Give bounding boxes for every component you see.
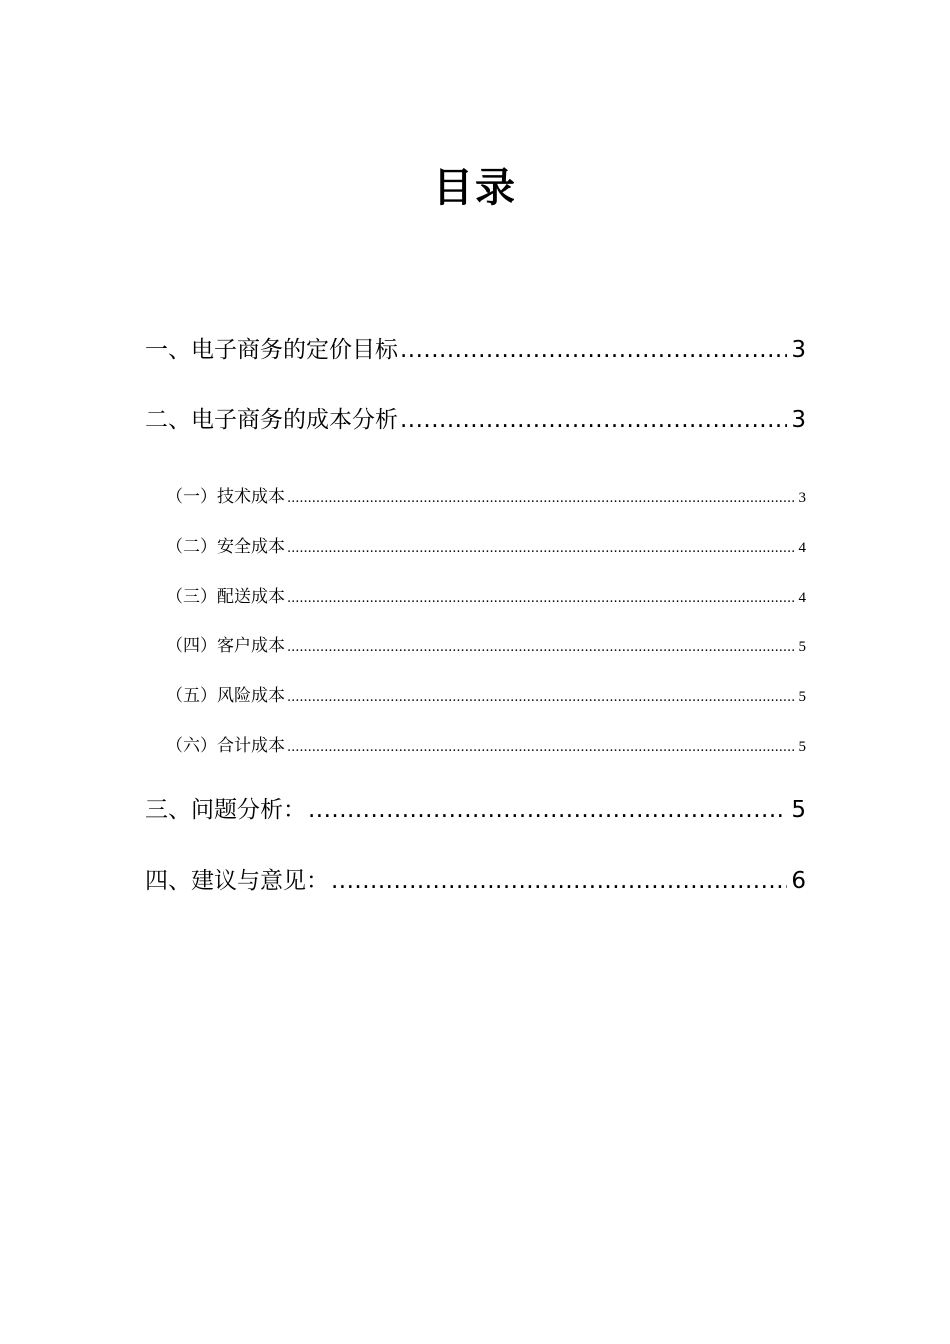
toc-dot-leader bbox=[308, 793, 787, 827]
toc-page-number: 3 bbox=[798, 490, 806, 506]
toc-dot-leader bbox=[287, 635, 795, 661]
toc-entry-problem-analysis[interactable] bbox=[145, 793, 806, 827]
toc-entry-technical-cost[interactable] bbox=[166, 484, 806, 512]
toc-entry-pricing-goals[interactable] bbox=[145, 333, 806, 367]
toc-page-number: 6 bbox=[791, 868, 806, 894]
toc-page-number: 3 bbox=[791, 337, 806, 363]
toc-entry-total-cost[interactable] bbox=[166, 733, 806, 761]
toc-entry-label: 一、电子商务的定价目标 bbox=[145, 337, 398, 363]
toc-entry-cost-analysis[interactable] bbox=[145, 403, 806, 437]
toc-dot-leader bbox=[287, 735, 795, 761]
toc-page-number: 3 bbox=[791, 407, 806, 433]
toc-dot-leader bbox=[287, 536, 795, 562]
toc-entry-delivery-cost[interactable] bbox=[166, 584, 806, 612]
toc-entry-label: （二）安全成本 bbox=[166, 537, 285, 557]
toc-page-number: 5 bbox=[798, 739, 806, 755]
toc-entry-label: 二、电子商务的成本分析 bbox=[145, 407, 398, 433]
toc-entry-label: （六）合计成本 bbox=[166, 736, 285, 756]
toc-page-number: 4 bbox=[798, 590, 806, 606]
toc-entry-label: （三）配送成本 bbox=[166, 587, 285, 607]
toc-page-number: 5 bbox=[798, 689, 806, 705]
toc-page-number: 5 bbox=[791, 797, 806, 823]
toc-dot-leader bbox=[287, 486, 795, 512]
toc-entry-label: 三、问题分析： bbox=[145, 797, 306, 823]
toc-dot-leader bbox=[400, 333, 787, 367]
toc-dot-leader bbox=[287, 685, 795, 711]
toc-page-number: 5 bbox=[798, 639, 806, 655]
toc-entry-label: （五）风险成本 bbox=[166, 686, 285, 706]
toc-entry-suggestions[interactable] bbox=[145, 864, 806, 898]
toc-entry-label: （四）客户成本 bbox=[166, 636, 285, 656]
toc-entry-label: （一）技术成本 bbox=[166, 487, 285, 507]
toc-title: 目录 bbox=[433, 165, 517, 211]
toc-dot-leader bbox=[400, 403, 787, 437]
toc-page-number: 4 bbox=[798, 540, 806, 556]
toc-entry-label: 四、建议与意见： bbox=[145, 868, 329, 894]
toc-entry-risk-cost[interactable] bbox=[166, 683, 806, 711]
toc-dot-leader bbox=[331, 864, 787, 898]
toc-entry-security-cost[interactable] bbox=[166, 534, 806, 562]
toc-entry-customer-cost[interactable] bbox=[166, 633, 806, 661]
toc-dot-leader bbox=[287, 586, 795, 612]
